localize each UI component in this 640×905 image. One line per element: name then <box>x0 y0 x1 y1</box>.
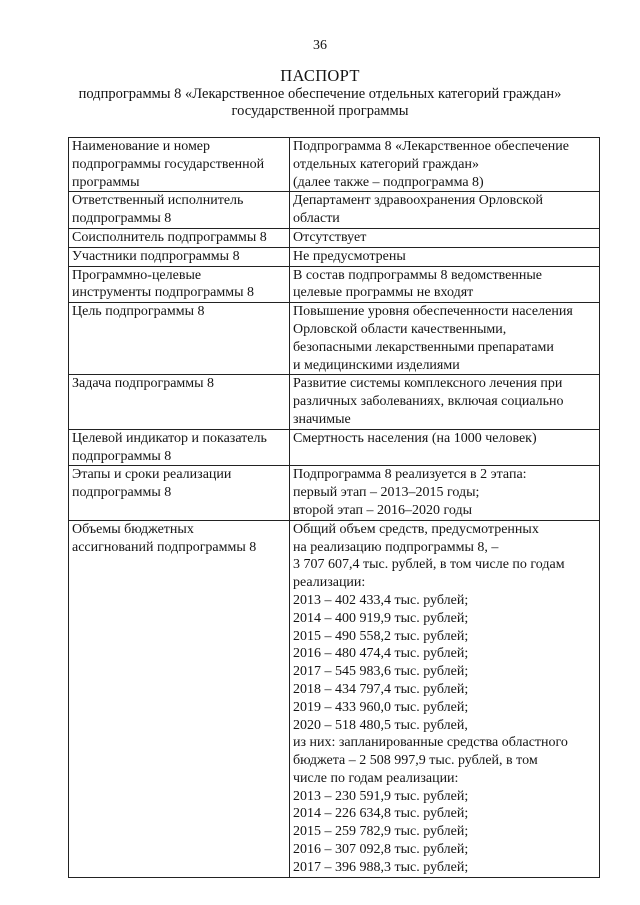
page-number: 36 <box>313 38 327 53</box>
row-label-line: подпрограммы 8 <box>72 448 172 464</box>
row-value-line: 2015 – 490 558,2 тыс. рублей; <box>293 628 469 644</box>
row-value-line: Смертность населения (на 1000 человек) <box>293 430 537 446</box>
row-value-line: 2014 – 400 919,9 тыс. рублей; <box>293 610 469 626</box>
row-value-line: 2020 – 518 480,5 тыс. рублей, <box>293 717 468 733</box>
row-value-line: Департамент здравоохранения Орловской <box>293 193 544 209</box>
row-value-cell <box>290 138 600 192</box>
table-row <box>69 466 600 520</box>
row-value-line: значимые <box>293 411 351 427</box>
row-value-line: Подпрограмма 8 реализуется в 2 этапа: <box>293 467 527 483</box>
row-value-line: на реализацию подпрограммы 8, – <box>293 539 499 555</box>
row-value-cell <box>290 266 600 303</box>
row-value-line: 2019 – 433 960,0 тыс. рублей; <box>293 699 469 715</box>
row-value-cell <box>290 520 600 877</box>
table-row <box>69 247 600 266</box>
row-value-line: Отсутствует <box>293 229 367 245</box>
row-label-line: подпрограммы государственной <box>72 156 265 172</box>
table-row <box>69 375 600 429</box>
row-value-line: различных заболеваниях, включая социально <box>293 394 564 410</box>
row-value-line: 2017 – 545 983,6 тыс. рублей; <box>293 664 469 680</box>
row-value-cell <box>290 192 600 229</box>
row-value-line: 2016 – 307 092,8 тыс. рублей; <box>293 842 469 858</box>
row-value-cell <box>290 429 600 466</box>
row-label-line: инструменты подпрограммы 8 <box>72 285 254 301</box>
table-row <box>69 429 600 466</box>
row-label-cell <box>69 138 290 192</box>
row-label-cell <box>69 375 290 429</box>
row-label-cell <box>69 192 290 229</box>
row-label-line: Соисполнитель подпрограммы 8 <box>72 229 267 245</box>
row-value-line: Повышение уровня обеспеченности населения <box>293 304 573 320</box>
row-value-line: первый этап – 2013–2015 годы; <box>293 485 480 501</box>
row-value-line: целевые программы не входят <box>293 285 474 301</box>
row-value-line: 2018 – 434 797,4 тыс. рублей; <box>293 681 469 697</box>
document-subtitle-line-1: подпрограммы 8 «Лекарственное обеспечение отдельных категорий граждан» <box>78 86 562 102</box>
row-value-line: бюджета – 2 508 997,9 тыс. рублей, в том <box>293 753 538 769</box>
row-value-line: и медицинскими изделиями <box>293 357 460 373</box>
row-value-line: отдельных категорий граждан» <box>293 156 479 172</box>
document-title: ПАСПОРТ <box>280 66 360 85</box>
row-label-line: Целевой индикатор и показатель <box>72 430 267 446</box>
row-value-line: Не предусмотрены <box>293 248 406 264</box>
row-label-line: Наименование и номер <box>72 139 211 154</box>
row-value-line: Орловской области качественными, <box>293 321 507 337</box>
row-label-line: Участники подпрограммы 8 <box>72 248 240 264</box>
row-value-line: области <box>293 211 340 227</box>
row-value-line: числе по годам реализации: <box>293 770 459 786</box>
row-label-cell <box>69 429 290 466</box>
row-label-cell <box>69 228 290 247</box>
table-row <box>69 303 600 375</box>
row-label-line: ассигнований подпрограммы 8 <box>72 539 257 555</box>
row-value-line: Подпрограмма 8 «Лекарственное обеспечение <box>293 139 570 154</box>
row-value-cell <box>290 247 600 266</box>
row-value-line: Общий объем средств, предусмотренных <box>293 521 539 537</box>
row-value-line: 2013 – 230 591,9 тыс. рублей; <box>293 788 469 804</box>
row-label-line: программы <box>72 174 140 190</box>
row-label-line: подпрограммы 8 <box>72 485 172 501</box>
row-value-cell <box>290 303 600 375</box>
row-label-cell <box>69 266 290 303</box>
row-value-line: 2014 – 226 634,8 тыс. рублей; <box>293 806 469 822</box>
row-value-line: (далее также – подпрограмма 8) <box>293 174 484 190</box>
row-value-line: 2015 – 259 782,9 тыс. рублей; <box>293 824 469 840</box>
row-value-cell <box>290 466 600 520</box>
document-subtitle-line-2: государственной программы <box>231 103 409 119</box>
row-value-line: безопасными лекарственными препаратами <box>293 339 554 355</box>
row-value-line: из них: запланированные средства областного <box>293 735 568 751</box>
row-label-line: Цель подпрограммы 8 <box>72 304 205 320</box>
row-value-line: 2013 – 402 433,4 тыс. рублей; <box>293 592 469 608</box>
row-value-cell <box>290 375 600 429</box>
row-value-line: В состав подпрограммы 8 ведомственные <box>293 267 542 283</box>
document-header <box>0 66 640 120</box>
row-label-line: Ответственный исполнитель <box>72 193 244 209</box>
row-label-line: Задача подпрограммы 8 <box>72 376 215 392</box>
row-value-line: 3 707 607,4 тыс. рублей, в том числе по годам <box>293 557 565 573</box>
row-label-cell <box>69 247 290 266</box>
passport-table-body <box>69 138 600 878</box>
row-label-cell <box>69 520 290 877</box>
row-value-line: второй этап – 2016–2020 годы <box>293 502 473 518</box>
table-row <box>69 192 600 229</box>
row-value-line: 2016 – 480 474,4 тыс. рублей; <box>293 646 469 662</box>
row-value-line: реализации: <box>293 575 366 591</box>
table-row <box>69 138 600 192</box>
row-label-line: Этапы и сроки реализации <box>72 467 232 483</box>
table-row <box>69 520 600 877</box>
row-value-line: 2017 – 396 988,3 тыс. рублей; <box>293 859 469 875</box>
table-row <box>69 266 600 303</box>
row-value-line: Развитие системы комплексного лечения при <box>293 376 563 392</box>
row-label-cell <box>69 466 290 520</box>
passport-table <box>68 137 600 878</box>
row-label-cell <box>69 303 290 375</box>
table-row <box>69 228 600 247</box>
row-label-line: Объемы бюджетных <box>72 521 194 537</box>
row-value-cell <box>290 228 600 247</box>
row-label-line: Программно-целевые <box>72 267 202 283</box>
row-label-line: подпрограммы 8 <box>72 211 172 227</box>
